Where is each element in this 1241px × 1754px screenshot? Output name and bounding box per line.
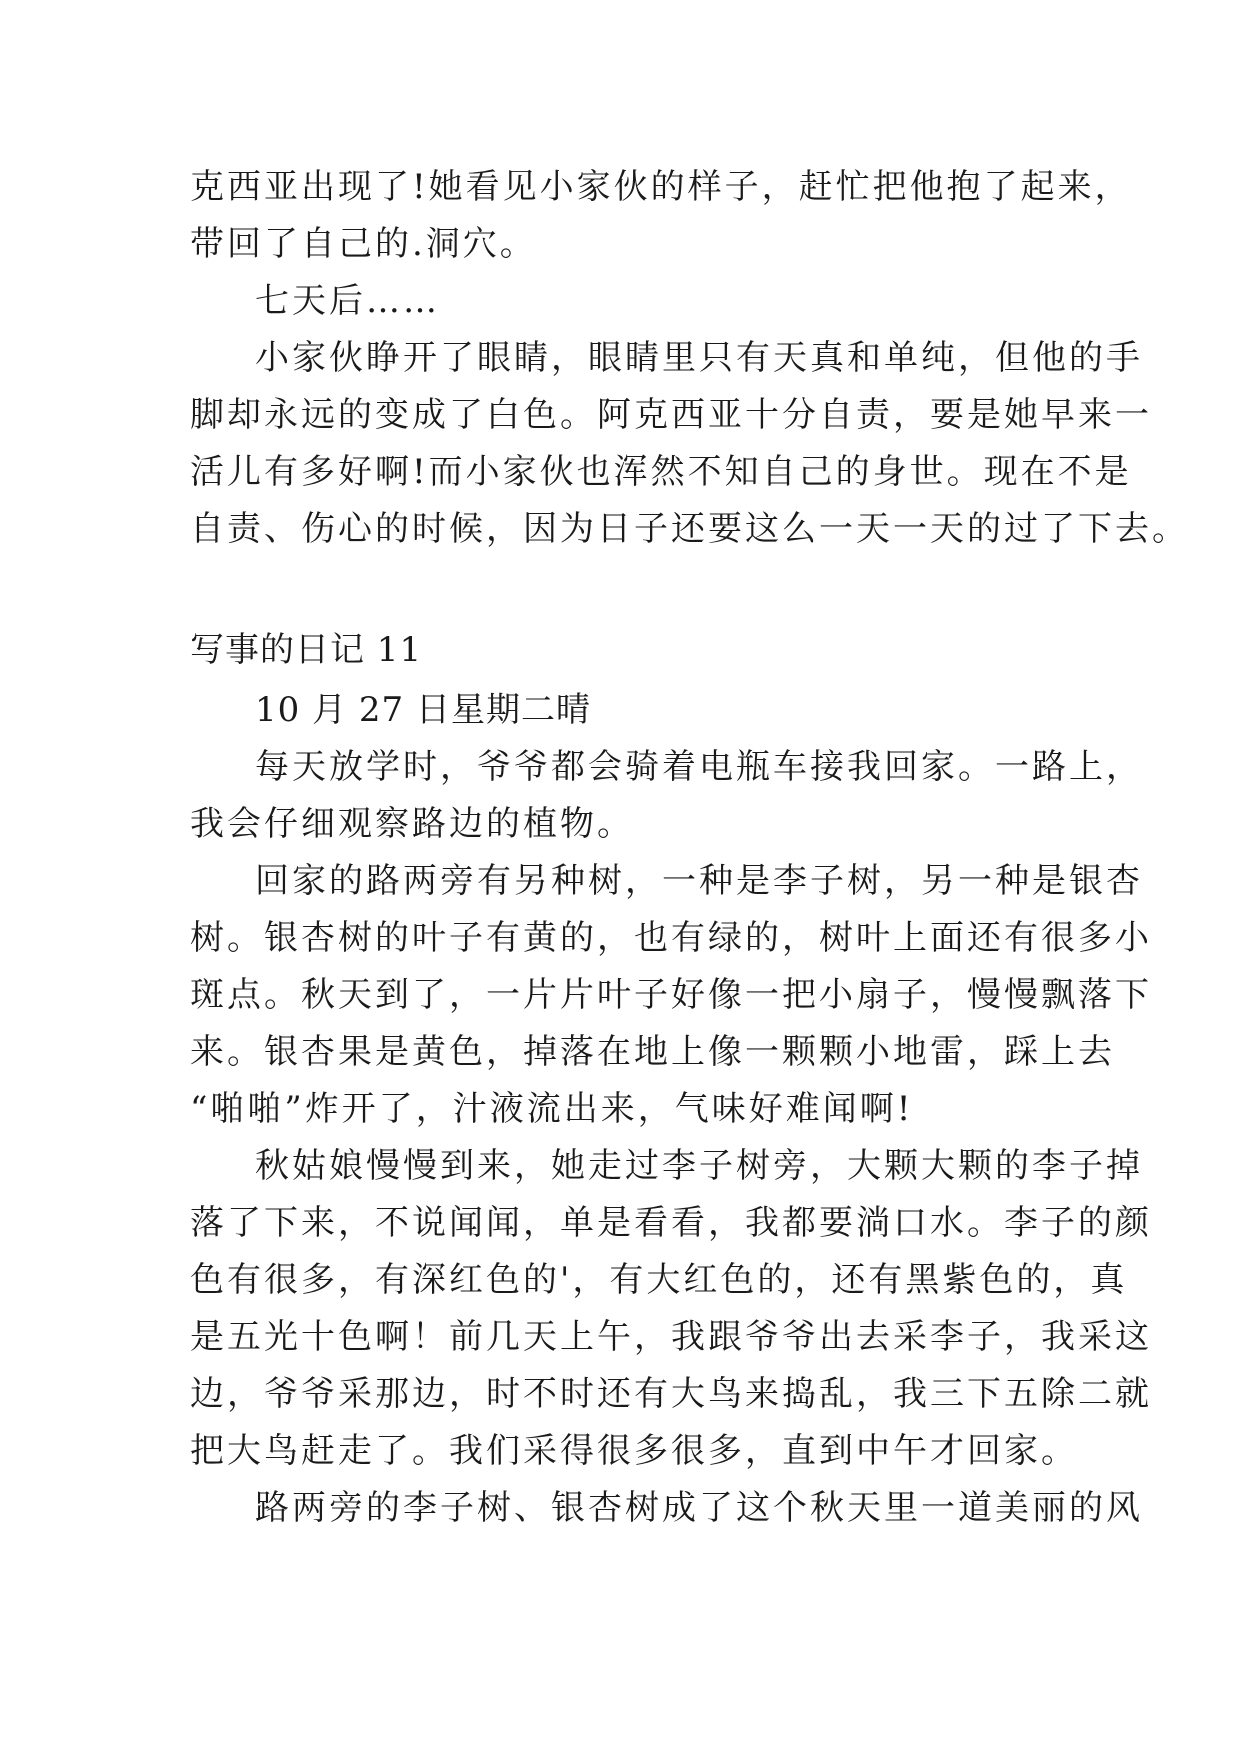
text-line: 克西亚出现了!她看见小家伙的样子，赶忙把他抱了起来， (190, 167, 1132, 207)
text-line: 边，爷爷采那边，时不时还有大鸟来捣乱，我三下五除二就 (190, 1374, 1152, 1414)
text-line: 七天后…… (255, 281, 440, 321)
text-line: 是五光十色啊！前几天上午，我跟爷爷出去采李子，我采这 (190, 1317, 1152, 1357)
text-line: 小家伙睁开了眼睛，眼睛里只有天真和单纯，但他的手 (255, 338, 1143, 378)
text-line: 落了下来，不说闻闻，单是看看，我都要淌口水。李子的颜 (190, 1203, 1152, 1243)
text-line: 我会仔细观察路边的植物。 (190, 804, 634, 844)
text-line: 路两旁的李子树、银杏树成了这个秋天里一道美丽的风 (255, 1488, 1143, 1528)
section-title: 写事的日记 11 (190, 630, 423, 670)
text-line: 来。银杏果是黄色，掉落在地上像一颗颗小地雷，踩上去 (190, 1032, 1115, 1072)
text-line: 活儿有多好啊!而小家伙也浑然不知自己的身世。现在不是 (190, 452, 1132, 492)
text-line: 斑点。秋天到了，一片片叶子好像一把小扇子，慢慢飘落下 (190, 975, 1152, 1015)
text-line: 树。银杏树的叶子有黄的，也有绿的，树叶上面还有很多小 (190, 918, 1152, 958)
text-line: 每天放学时，爷爷都会骑着电瓶车接我回家。一路上， (255, 747, 1143, 787)
date-line: 10 月 27 日星期二晴 (255, 690, 591, 730)
text-line: 秋姑娘慢慢到来，她走过李子树旁，大颗大颗的李子掉 (255, 1146, 1143, 1186)
text-line: 把大鸟赶走了。我们采得很多很多，直到中午才回家。 (190, 1431, 1078, 1471)
text-line: 带回了自己的.洞穴。 (190, 224, 537, 264)
text-line: “啪啪”炸开了，汁液流出来，气味好难闻啊! (190, 1089, 914, 1129)
text-line: 色有很多，有深红色的'，有大红色的，还有黑紫色的，真 (190, 1260, 1128, 1300)
text-line: 回家的路两旁有另种树，一种是李子树，另一种是银杏 (255, 861, 1143, 901)
text-line: 脚却永远的变成了白色。阿克西亚十分自责，要是她早来一 (190, 395, 1152, 435)
text-line: 自责、伤心的时候，因为日子还要这么一天一天的过了下去。 (190, 509, 1189, 549)
